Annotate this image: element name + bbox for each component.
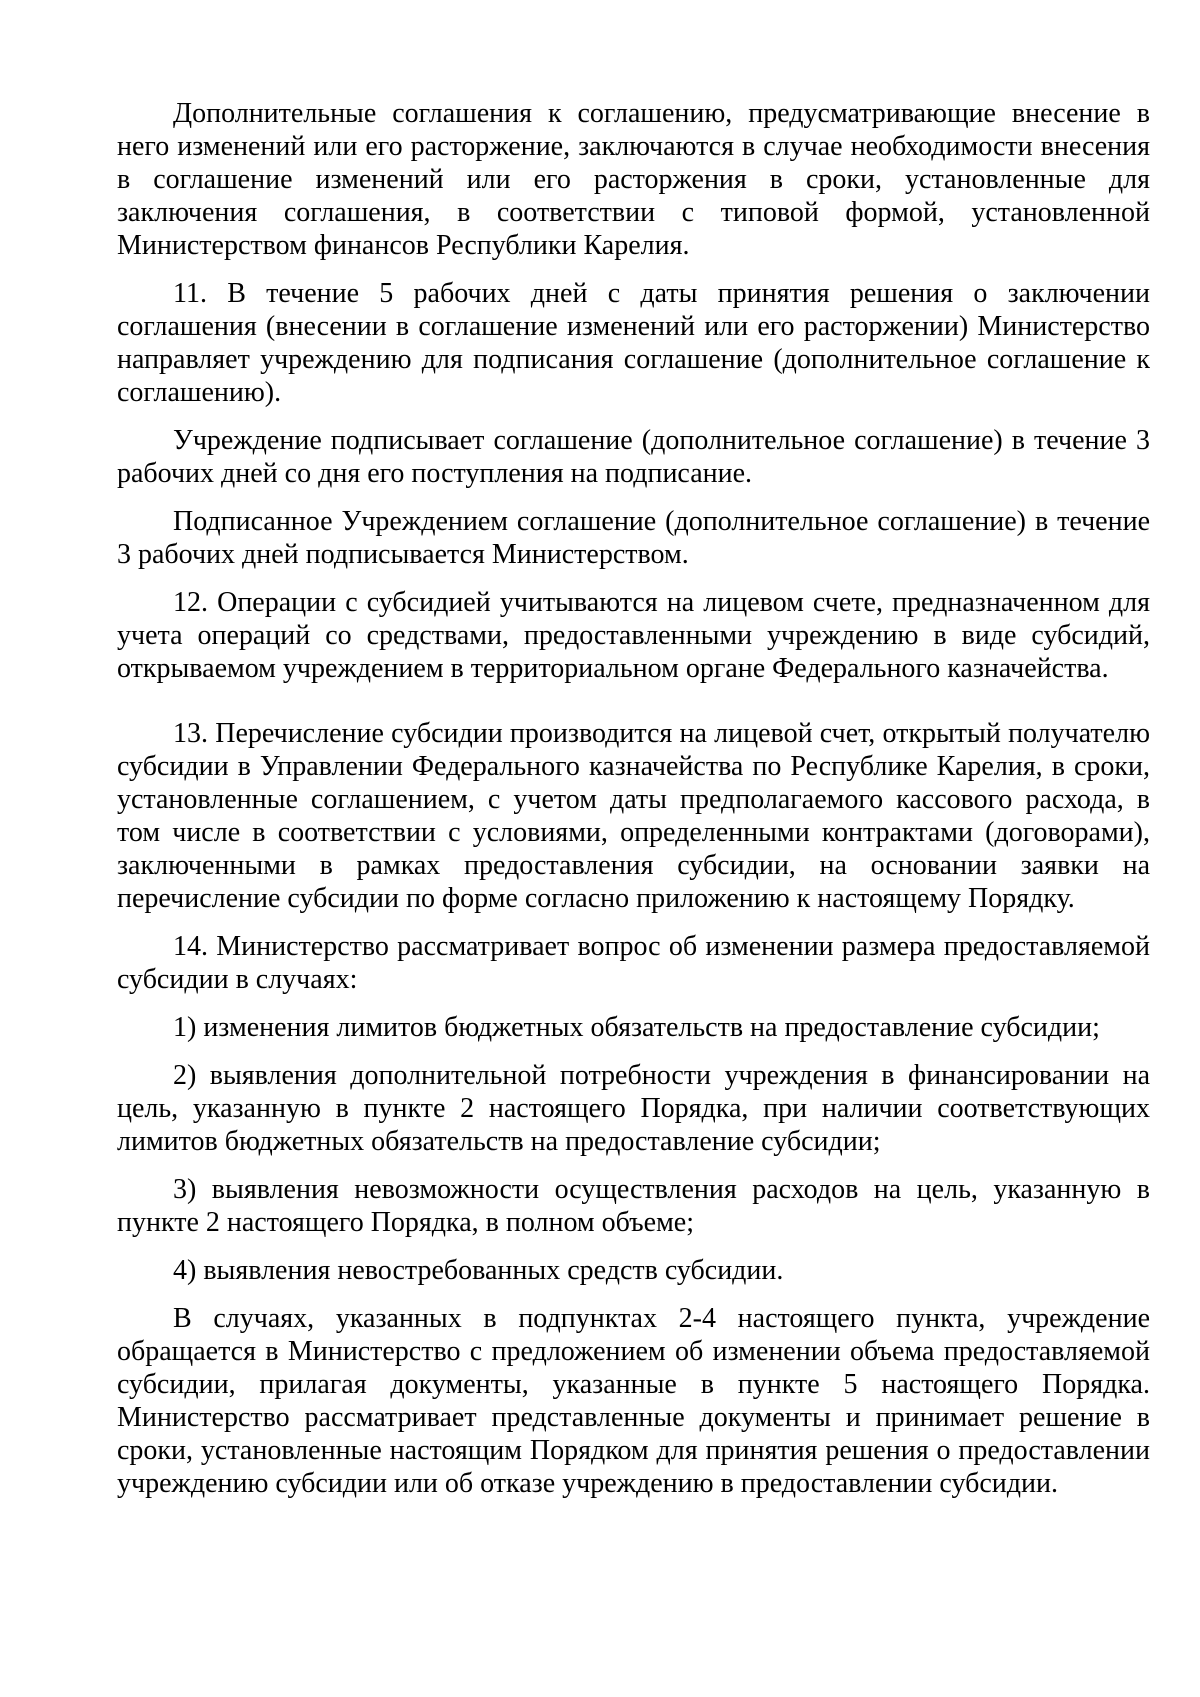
paragraph-cases-2-4: В случаях, указанных в подпунктах 2-4 настоящего пункта, учреждение обращается в Министерство с предложением об изменении объема предоставляемой субсидии, прилагая документы, указанные в пункте 5 настоящего Порядка. Министерство рассматривает представленные документы и принимает решение в сроки, установленные настоящим Порядком для принятия решения о предоставлении учреждению субсидии или об отказе учреждению в предоставлении субсидии. [117, 1303, 1150, 1499]
paragraph-subitem-3: 3) выявления невозможности осуществления расходов на цель, указанную в пункте 2 настоящего Порядка, в полном объеме; [117, 1174, 1150, 1238]
paragraph-item-13: 13. Перечисление субсидии производится на лицевой счет, открытый получателю субсидии в Управлении Федерального казначейства по Республике Карелия, в сроки, установленные соглашением, с учетом даты предполагаемого кассового расхода, в том числе в соответствии с условиями, определенными контрактами (договорами), заключенными в рамках предоставления субсидии, на основании заявки на перечисление субсидии по форме согласно приложению к настоящему Порядку. [117, 718, 1150, 914]
paragraph-ministry-signs: Подписанное Учреждением соглашение (дополнительное соглашение) в течение 3 рабочих дней подписывается Министерством. [117, 506, 1150, 570]
paragraph-item-12: 12. Операции с субсидией учитываются на лицевом счете, предназначенном для учета операций со средствами, предоставленными учреждению в виде субсидий, открываемом учреждением в территориальном органе Федерального казначейства. [117, 587, 1150, 684]
document-page [117, 97, 1150, 1515]
paragraph-subitem-1: 1) изменения лимитов бюджетных обязательств на предоставление субсидии; [173, 1012, 1100, 1043]
paragraph-subitem-2: 2) выявления дополнительной потребности учреждения в финансировании на цель, указанную в пункте 2 настоящего Порядка, при наличии соответствующих лимитов бюджетных обязательств на предоставление субсидии; [117, 1060, 1150, 1157]
paragraph-item-14: 14. Министерство рассматривает вопрос об изменении размера предоставляемой субсидии в случаях: [117, 931, 1150, 995]
paragraph-additional-agreements: Дополнительные соглашения к соглашению, предусматривающие внесение в него изменений или его расторжение, заключаются в случае необходимости внесения в соглашение изменений или его расторжения в сроки, установленные для заключения соглашения, в соответствии с типовой формой, установленной Министерством финансов Республики Карелия. [117, 98, 1150, 261]
paragraph-institution-signs: Учреждение подписывает соглашение (дополнительное соглашение) в течение 3 рабочих дней со дня его поступления на подписание. [117, 425, 1150, 489]
paragraph-item-11: 11. В течение 5 рабочих дней с даты принятия решения о заключении соглашения (внесении в соглашение изменений или его расторжении) Министерство направляет учреждению для подписания соглашение (дополнительное соглашение к соглашению). [117, 278, 1150, 408]
paragraph-subitem-4: 4) выявления невостребованных средств субсидии. [173, 1255, 784, 1286]
